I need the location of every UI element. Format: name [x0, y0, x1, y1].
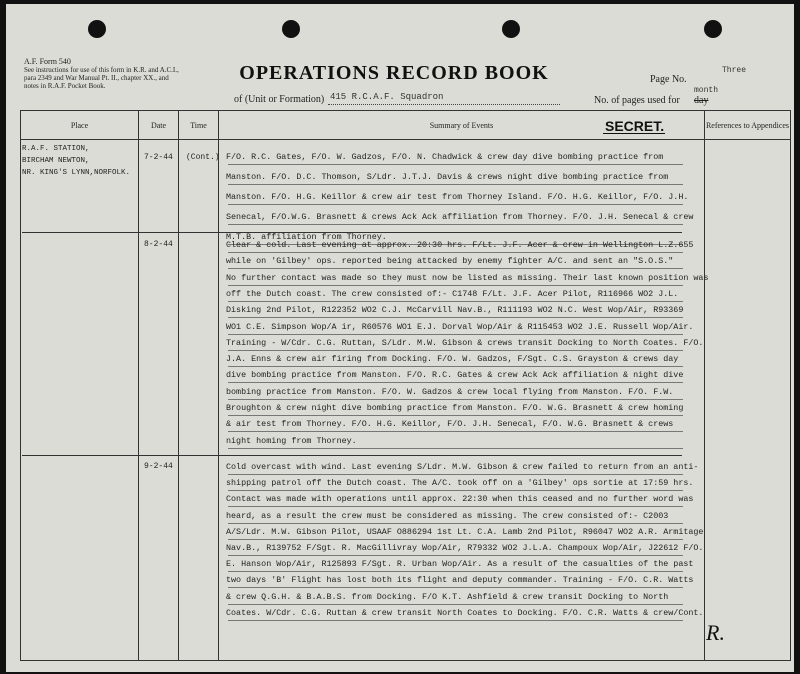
- summary-line: Contact was made with operations until approx. 22:30 when this ceased and no further word was: [226, 494, 694, 505]
- summary-line: M.T.B. affiliation from Thorney.: [226, 232, 387, 242]
- page-label: Page No.: [650, 74, 687, 85]
- column-header-time: Time: [179, 111, 219, 140]
- entry-separator: [22, 455, 682, 456]
- place-line: NR. KING'S LYNN,NORFOLK.: [22, 169, 131, 177]
- summary-line: Training - W/Cdr. C.G. Ruttan, S/Ldr. M.W. Gibson & crews transit Docking to North Coates. F/O.: [226, 337, 704, 348]
- summary-line: Cold overcast with wind. Last evening S/Ldr. M.W. Gibson & crew failed to return from an anti-: [226, 462, 699, 472]
- entry-date: 7-2-44: [144, 153, 173, 162]
- punch-hole: [88, 20, 106, 38]
- summary-line: E. Hanson Wop/Air, R125893 F/Sgt. R. Urban Wop/Air. As a result of the casualties of the past: [226, 559, 694, 570]
- punch-hole: [502, 20, 520, 38]
- summary-line: off the Dutch coast. The crew consisted of:- C1748 F/Lt. J.F. Acer Pilot, R116966 WO2 J.L.: [226, 288, 679, 299]
- pages-used-struck: day: [694, 95, 709, 106]
- place-line: R.A.F. STATION,: [22, 145, 90, 153]
- summary-line: Nav.B., R139752 F/Sgt. R. MacGillivray Wop/Air, R79332 WO2 J.L.A. Champoux Wop/Air, J22612 F/O.: [226, 543, 704, 553]
- column-header-summary: Summary of Events: [219, 111, 705, 140]
- punch-hole: [704, 20, 722, 38]
- punch-hole: [282, 20, 300, 38]
- form-number: A.F. Form 540: [24, 57, 71, 66]
- unit-value: 415 R.C.A.F. Squadron: [330, 92, 444, 102]
- form-instruction: para 2349 and War Manual Pt. II., chapter XX., and: [24, 74, 169, 82]
- summary-line: A/S/Ldr. M.W. Gibson Pilot, USAAF O886294 1st Lt. C.A. Lamb 2nd Pilot, R96047 WO2 A.R. Armitage: [226, 526, 704, 537]
- entry-date: 9-2-44: [144, 462, 173, 471]
- summary-line: Coates. W/Cdr. C.G. Ruttan & crew transit North Coates to Docking. F/O. C.R. Watts & crew/Cont.: [226, 607, 704, 618]
- summary-line: J.A. Enns & crew air firing from Docking. F/O. W. Gadzos, F/Sgt. C.S. Grayston & crews day: [226, 354, 679, 365]
- summary-line: bombing practice from Manston. F/O. W. Gadzos & crew local flying from Manston. F/O. F.W.: [226, 386, 674, 397]
- summary-line: F/O. R.C. Gates, F/O. W. Gadzos, F/O. N. Chadwick & crew day dive bombing practice from: [226, 152, 664, 162]
- summary-line: Manston. F/O. D.C. Thomson, S/Ldr. J.T.J. Davis & crews night dive bombing practice from: [226, 172, 669, 182]
- summary-line: Disking 2nd Pilot, R122352 WO2 C.J. McCarvill Nav.B., R111193 WO2 N.C. West Wop/Air, R93369: [226, 305, 684, 316]
- summary-line: two days 'B' Flight has lost both its flight and deputy commander. Training - F/O. C.R. Watts: [226, 575, 694, 586]
- pages-used-label: No. of pages used for: [594, 95, 680, 106]
- page-title: OPERATIONS RECORD BOOK: [239, 62, 549, 84]
- entry-date: 8-2-44: [144, 240, 173, 249]
- place-line: BIRCHAM NEWTON,: [22, 157, 90, 165]
- summary-line: & air test from Thorney. F/O. H.G. Keillor, F/O. J.H. Senecal, F/O. W.G. Brasnett & crews: [226, 419, 674, 430]
- summary-line: dive bombing practice from Manston. F/O. R.C. Gates & crew Ack Ack affiliation & night dive: [226, 370, 684, 381]
- summary-line: Manston. F/O. H.G. Keillor & crew air test from Thorney Island. F/O. H.G. Keillor, F/O. J.H.: [226, 192, 689, 202]
- summary-line: while on 'Gilbey' ops. reported being attacked by enemy fighter A/C. and sent an "S.O.S.": [226, 256, 674, 267]
- unit-underline: [328, 104, 560, 105]
- summary-line: No further contact was made so they must now be listed as missing. Their last known position was: [226, 272, 709, 283]
- column-header-place: Place: [21, 111, 139, 140]
- summary-line: heard, as a result the crew must be considered as missing. The crew consisted of:- C2003: [226, 510, 669, 521]
- place-column: [21, 140, 139, 661]
- unit-label: of (Unit or Formation): [234, 94, 325, 105]
- column-header-appendices: References to Appendices: [705, 111, 791, 140]
- summary-line: Senecal, F/O.W.G. Brasnett & crews Ack Ack affiliation from Thorney. F/O. J.H. Senecal & crew: [226, 212, 694, 222]
- summary-line: WO1 C.E. Simpson Wop/A ir, R60576 WO1 E.J. Dorval Wop/Air & R115453 WO2 J.E. Russell Wop/Air.: [226, 321, 694, 332]
- summary-line: & crew Q.G.H. & B.A.B.S. from Docking. F/O K.T. Ashfield & crew transit Docking to North: [226, 591, 669, 602]
- form-instruction: notes in R.A.F. Pocket Book.: [24, 82, 106, 90]
- date-column: [139, 140, 179, 661]
- time-column: [179, 140, 219, 661]
- summary-line: night homing from Thorney.: [226, 435, 357, 446]
- signature-initial: R.: [706, 620, 725, 645]
- entry-time: (Cont.): [186, 153, 220, 162]
- secret-stamp: SECRET.: [605, 118, 665, 134]
- summary-line: Clear & cold. Last evening at approx. 20:30 hrs. F/Lt. J.F. Acer & crew in Wellington L.Z.655: [226, 240, 694, 250]
- summary-line: Broughton & crew night dive bombing practice from Manston. F/O. W.G. Brasnett & crew homing: [226, 403, 684, 413]
- column-header-date: Date: [139, 111, 179, 140]
- summary-line: shipping patrol off the Dutch coast. The A/C. took off on a 'Gilbey' ops sortie at 17:59 hrs.: [226, 478, 694, 489]
- form-instruction: See instructions for use of this form in K.R. and A.C.I.,: [24, 66, 179, 74]
- page-value: Three: [722, 66, 747, 75]
- secret-underline: [603, 133, 665, 134]
- pages-used-value: month: [694, 86, 719, 95]
- appendices-column: [705, 140, 791, 661]
